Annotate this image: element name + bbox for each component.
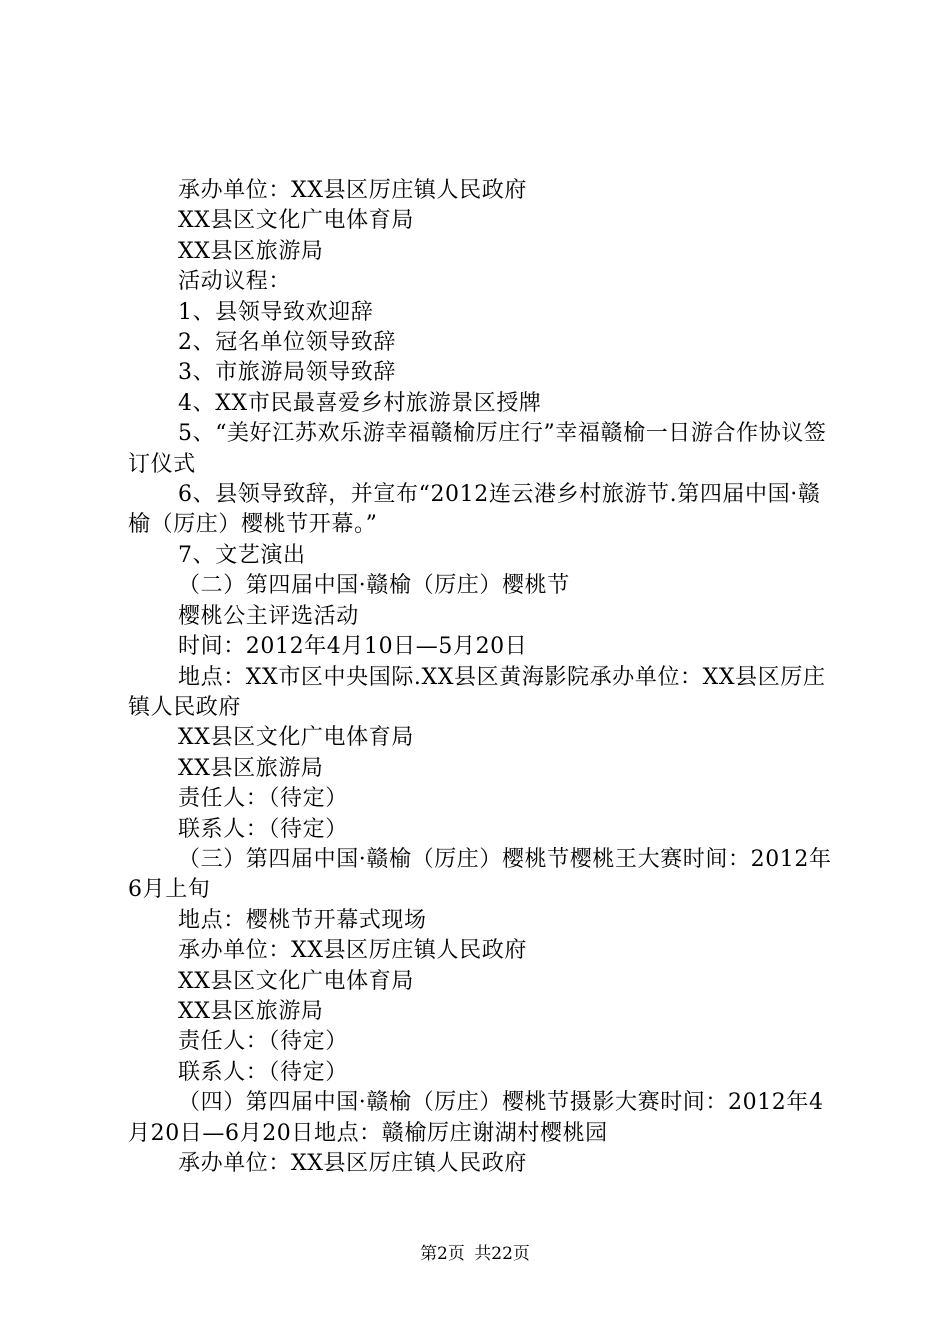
paragraph: 6、县领导致辞，并宣布“2012连云港乡村旅游节.第四届中国·赣榆（厉庄）樱桃节开幕。” <box>128 482 821 538</box>
paragraph: （四）第四届中国·赣榆（厉庄）樱桃节摄影大赛时间：2012年4月20日—6月20日地点：赣榆厉庄谢湖村樱桃园 <box>128 1090 824 1146</box>
page-footer <box>0 1243 950 1265</box>
paragraph: 3、市旅游局领导致辞 <box>178 360 396 386</box>
paragraph: XX县区文化广电体育局 <box>178 725 414 751</box>
paragraph: 4、XX市民最喜爱乡村旅游景区授牌 <box>178 390 542 416</box>
paragraph: 联系人：（待定） <box>178 816 348 842</box>
paragraph: 责任人：（待定） <box>178 786 348 812</box>
paragraph: （二）第四届中国·赣榆（厉庄）樱桃节 <box>178 573 570 599</box>
paragraph: 地点：樱桃节开幕式现场 <box>178 907 427 933</box>
paragraph: XX县区文化广电体育局 <box>178 968 414 994</box>
paragraph: 承办单位：XX县区厉庄镇人民政府 <box>178 178 527 203</box>
paragraph: 联系人：（待定） <box>178 1059 348 1085</box>
paragraph: XX县区旅游局 <box>178 998 324 1024</box>
paragraph: 樱桃公主评选活动 <box>178 603 359 629</box>
paragraph: 7、文艺演出 <box>178 542 306 568</box>
paragraph: XX县区文化广电体育局 <box>178 208 414 234</box>
paragraph: 地点：XX市区中央国际.XX县区黄海影院承办单位：XX县区厉庄镇人民政府 <box>128 664 826 720</box>
page-number-current: 第2页 <box>420 1244 465 1264</box>
paragraph: 责任人：（待定） <box>178 1029 348 1055</box>
paragraph: 5、“美好江苏欢乐游幸福赣榆厉庄行”幸福赣榆一日游合作协议签订仪式 <box>128 421 827 477</box>
paragraph: 承办单位：XX县区厉庄镇人民政府 <box>178 1151 527 1176</box>
paragraph: XX县区旅游局 <box>178 238 324 264</box>
paragraph: 承办单位：XX县区厉庄镇人民政府 <box>178 938 527 964</box>
paragraph: 2、冠名单位领导致辞 <box>178 330 396 356</box>
paragraph: 1、县领导致欢迎辞 <box>178 299 374 325</box>
paragraph: XX县区旅游局 <box>178 755 324 781</box>
document-body <box>128 176 833 1179</box>
page-number-total: 共22页 <box>474 1244 530 1264</box>
paragraph: 活动议程： <box>178 269 292 295</box>
paragraph: 时间：2012年4月10日—5月20日 <box>178 634 528 660</box>
paragraph: （三）第四届中国·赣榆（厉庄）樱桃节樱桃王大赛时间：2012年6月上旬 <box>128 846 832 903</box>
